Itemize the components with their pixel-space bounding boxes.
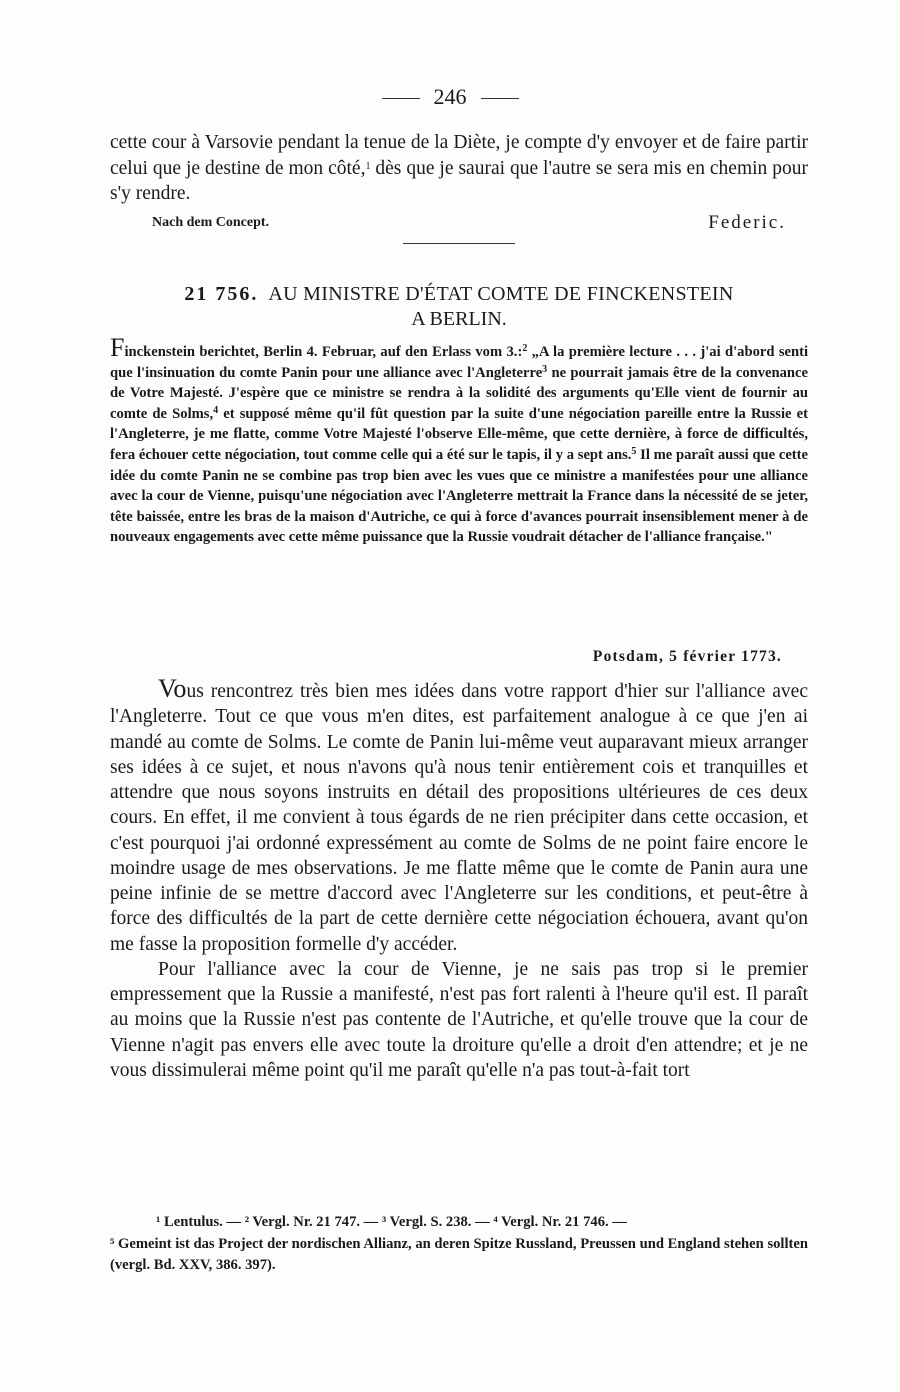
summary-text: Il me paraît aussi que cette idée du comte Panin ne se combine pas trop bien avec les vues que ce ministre a manifestées pour une alliance avec la cour de Vienne, puisqu'une négociation avec l'Angleterre mettrait la France dans la nécessité de se jeter, tête baissée, entre les bras de la maison d'Autriche, ce qui à force d'avances pourrait insensiblement mener à de nouveaux engagements avec cette même puissance que la Russie voudrait détacher de l'alliance française." [110, 446, 808, 546]
footnote-line: ¹ Lentulus. — ² Vergl. Nr. 21 747. — ³ Vergl. S. 238. — ⁴ Vergl. Nr. 21 746. — [156, 1214, 627, 1230]
body-paragraph: Pour l'alliance avec la cour de Vienne, je ne sais pas trop si le premier empressement que la Russie a manifesté, n'est pas fort ralenti à l'heure qu'il est. Il paraît au moins que la Russie n'est pas contente de l'Autriche, et qu'elle trouve que la cour de Vienne n'agit pas envers elle avec toute la droiture qu'elle a droit d'en attendre; et je ne vous dissimulerai même point qu'il me paraît qu'elle n'a pas tout-à-fait tort [110, 958, 808, 1081]
dateline: Potsdam, 5 février 1773. [592, 648, 782, 665]
signature: Federic. [708, 212, 786, 233]
letter-body [110, 676, 808, 1083]
page-header [0, 84, 900, 110]
summary-text: inckenstein berichtet, Berlin 4. Februar, auf den Erlass vom 3.: [124, 344, 523, 360]
continuation-text-end: dès que je saurai que l'autre se sera mis en chemin pour s'y rendre. [110, 157, 808, 204]
body-paragraph [110, 676, 808, 957]
report-summary [110, 333, 809, 548]
continuation-text: cette cour à Varsovie pendant la tenue de la Diète, je compte d'y envoyer et de faire partir celui que je destine de mon côté, [110, 132, 808, 179]
section-divider [403, 243, 515, 244]
header-rule-left [382, 98, 420, 99]
page-number: 246 [433, 84, 467, 109]
source-note: Nach dem Concept. [152, 215, 270, 230]
header-rule-right [481, 98, 519, 99]
footnote-mark: 4 [213, 404, 219, 416]
continuation-paragraph [110, 130, 808, 207]
letter-title: AU MINISTRE D'ÉTAT COMTE DE FINCKENSTEIN [268, 283, 734, 305]
footnote-mark: 3 [542, 363, 548, 375]
summary-initial: F [110, 333, 125, 362]
paragraph-initial: Vo [158, 674, 187, 703]
letter-heading [128, 282, 790, 332]
footnotes [110, 1212, 808, 1277]
letter-title-place: A BERLIN. [411, 308, 507, 330]
footnote-mark: 5 [631, 445, 637, 457]
footnote-mark: 1 [365, 160, 371, 172]
summary-text: et supposé même qu'il fût question par la suite d'une négociation pareille entre la Russie et l'Angleterre, je me flatte, comme Votre Majesté l'observe Elle-même, que cette dernière, à force de difficultés, fera échouer cette négociation, tout comme celle qui a été sur le tapis, il y a sept ans. [110, 405, 808, 463]
footnote-mark: 2 [522, 343, 528, 354]
letter-number: 21 756. [184, 283, 259, 305]
source-line [152, 212, 786, 234]
footnote-line: ⁵ Gemeint ist das Project der nordischen Allianz, an deren Spitze Russland, Preussen und England stehen sollten (vergl. Bd. XXV, 386. 397). [110, 1235, 808, 1273]
summary-text: ne pourrait jamais être de la convenance de Votre Majesté. J'espère que ce ministre se rendra à la solidité des arguments qu'Elle vient de fournir au comte de Solms, [110, 364, 808, 422]
paragraph-text: us rencontrez très bien mes idées dans votre rapport d'hier sur l'alliance avec l'Angleterre. Tout ce que vous m'en dites, est parfaitement analogue à ce que j'en ai mandé au comte de Solms. Le comte de Panin lui-même veut auparavant mieux arranger ses idées à ce sujet, et nous n'avons qu'à nous tenir entièrement cois et tranquilles et attendre que nous soyons instruits en détail des propositions ultérieures de ces deux cours. En effet, il me convient à tous égards de ne rien précipiter dans cette occasion, et c'est pourquoi j'ai ordonné expressément au comte de Solms de ne point faire encore le moindre usage de mes observations. Je me flatte même que le comte de Panin aura une peine infinie de se mettre d'accord avec l'Angleterre sur les conditions, et peut-être à force des difficultés de la part de cette dernière cette négociation échouera, avant qu'on me fasse la proposition formelle d'y accéder. [110, 681, 808, 955]
summary-text: „A la première lecture . . . j'ai d'abord senti que l'insinuation du comte Panin pour une alliance avec l'Angleterre [110, 344, 809, 381]
